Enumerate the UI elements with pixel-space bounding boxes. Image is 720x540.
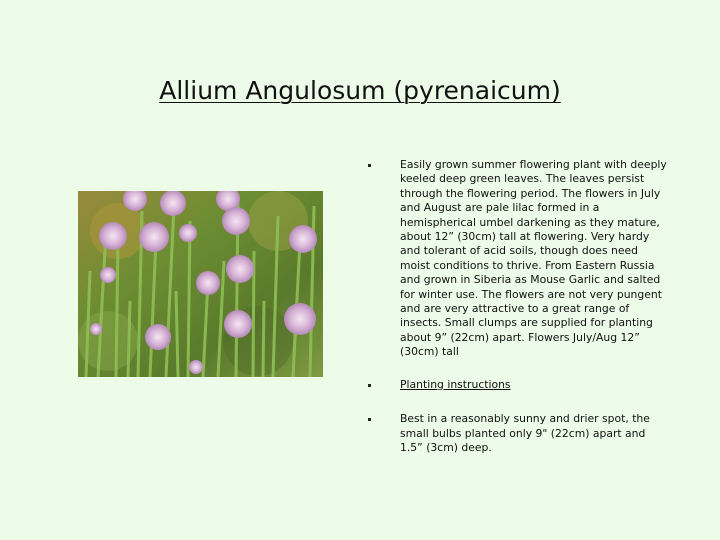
description-text: Easily grown summer flowering plant with deeply keeled deep green leaves. The leaves persist through the flowering period. The flowers in July and August are pale lilac formed in a hemispherical umbel darkening as they mature, about 12” (30cm) tall at flowering. Very hardy and tolerant of acid soils, though does need moist conditions to thrive. From Eastern Russia and grown in Siberia as Mouse Garlic and salted for winter use. The flowers are not very pungent and are very attractive to a great range of insects. Small clumps are supplied for planting about 9” (22cm) apart. Flowers July/Aug 12” (30cm) tall: [400, 158, 667, 359]
bullet-planting-heading: [368, 378, 668, 392]
bullet-marker: [368, 418, 371, 421]
bullet-description: [368, 158, 668, 360]
bullet-marker: [368, 384, 371, 387]
slide-title: Allium Angulosum (pyrenaicum): [159, 76, 561, 105]
bullet-list: [368, 158, 668, 455]
planting-instructions-link[interactable]: Planting instructions: [400, 377, 511, 391]
bullet-marker: [368, 164, 371, 167]
allium-flower-photo: [78, 191, 323, 377]
planting-text: Best in a reasonably sunny and drier spot, the small bulbs planted only 9" (22cm) apart and 1.5” (3cm) deep.: [400, 412, 650, 454]
bullet-planting-text: [368, 412, 668, 455]
